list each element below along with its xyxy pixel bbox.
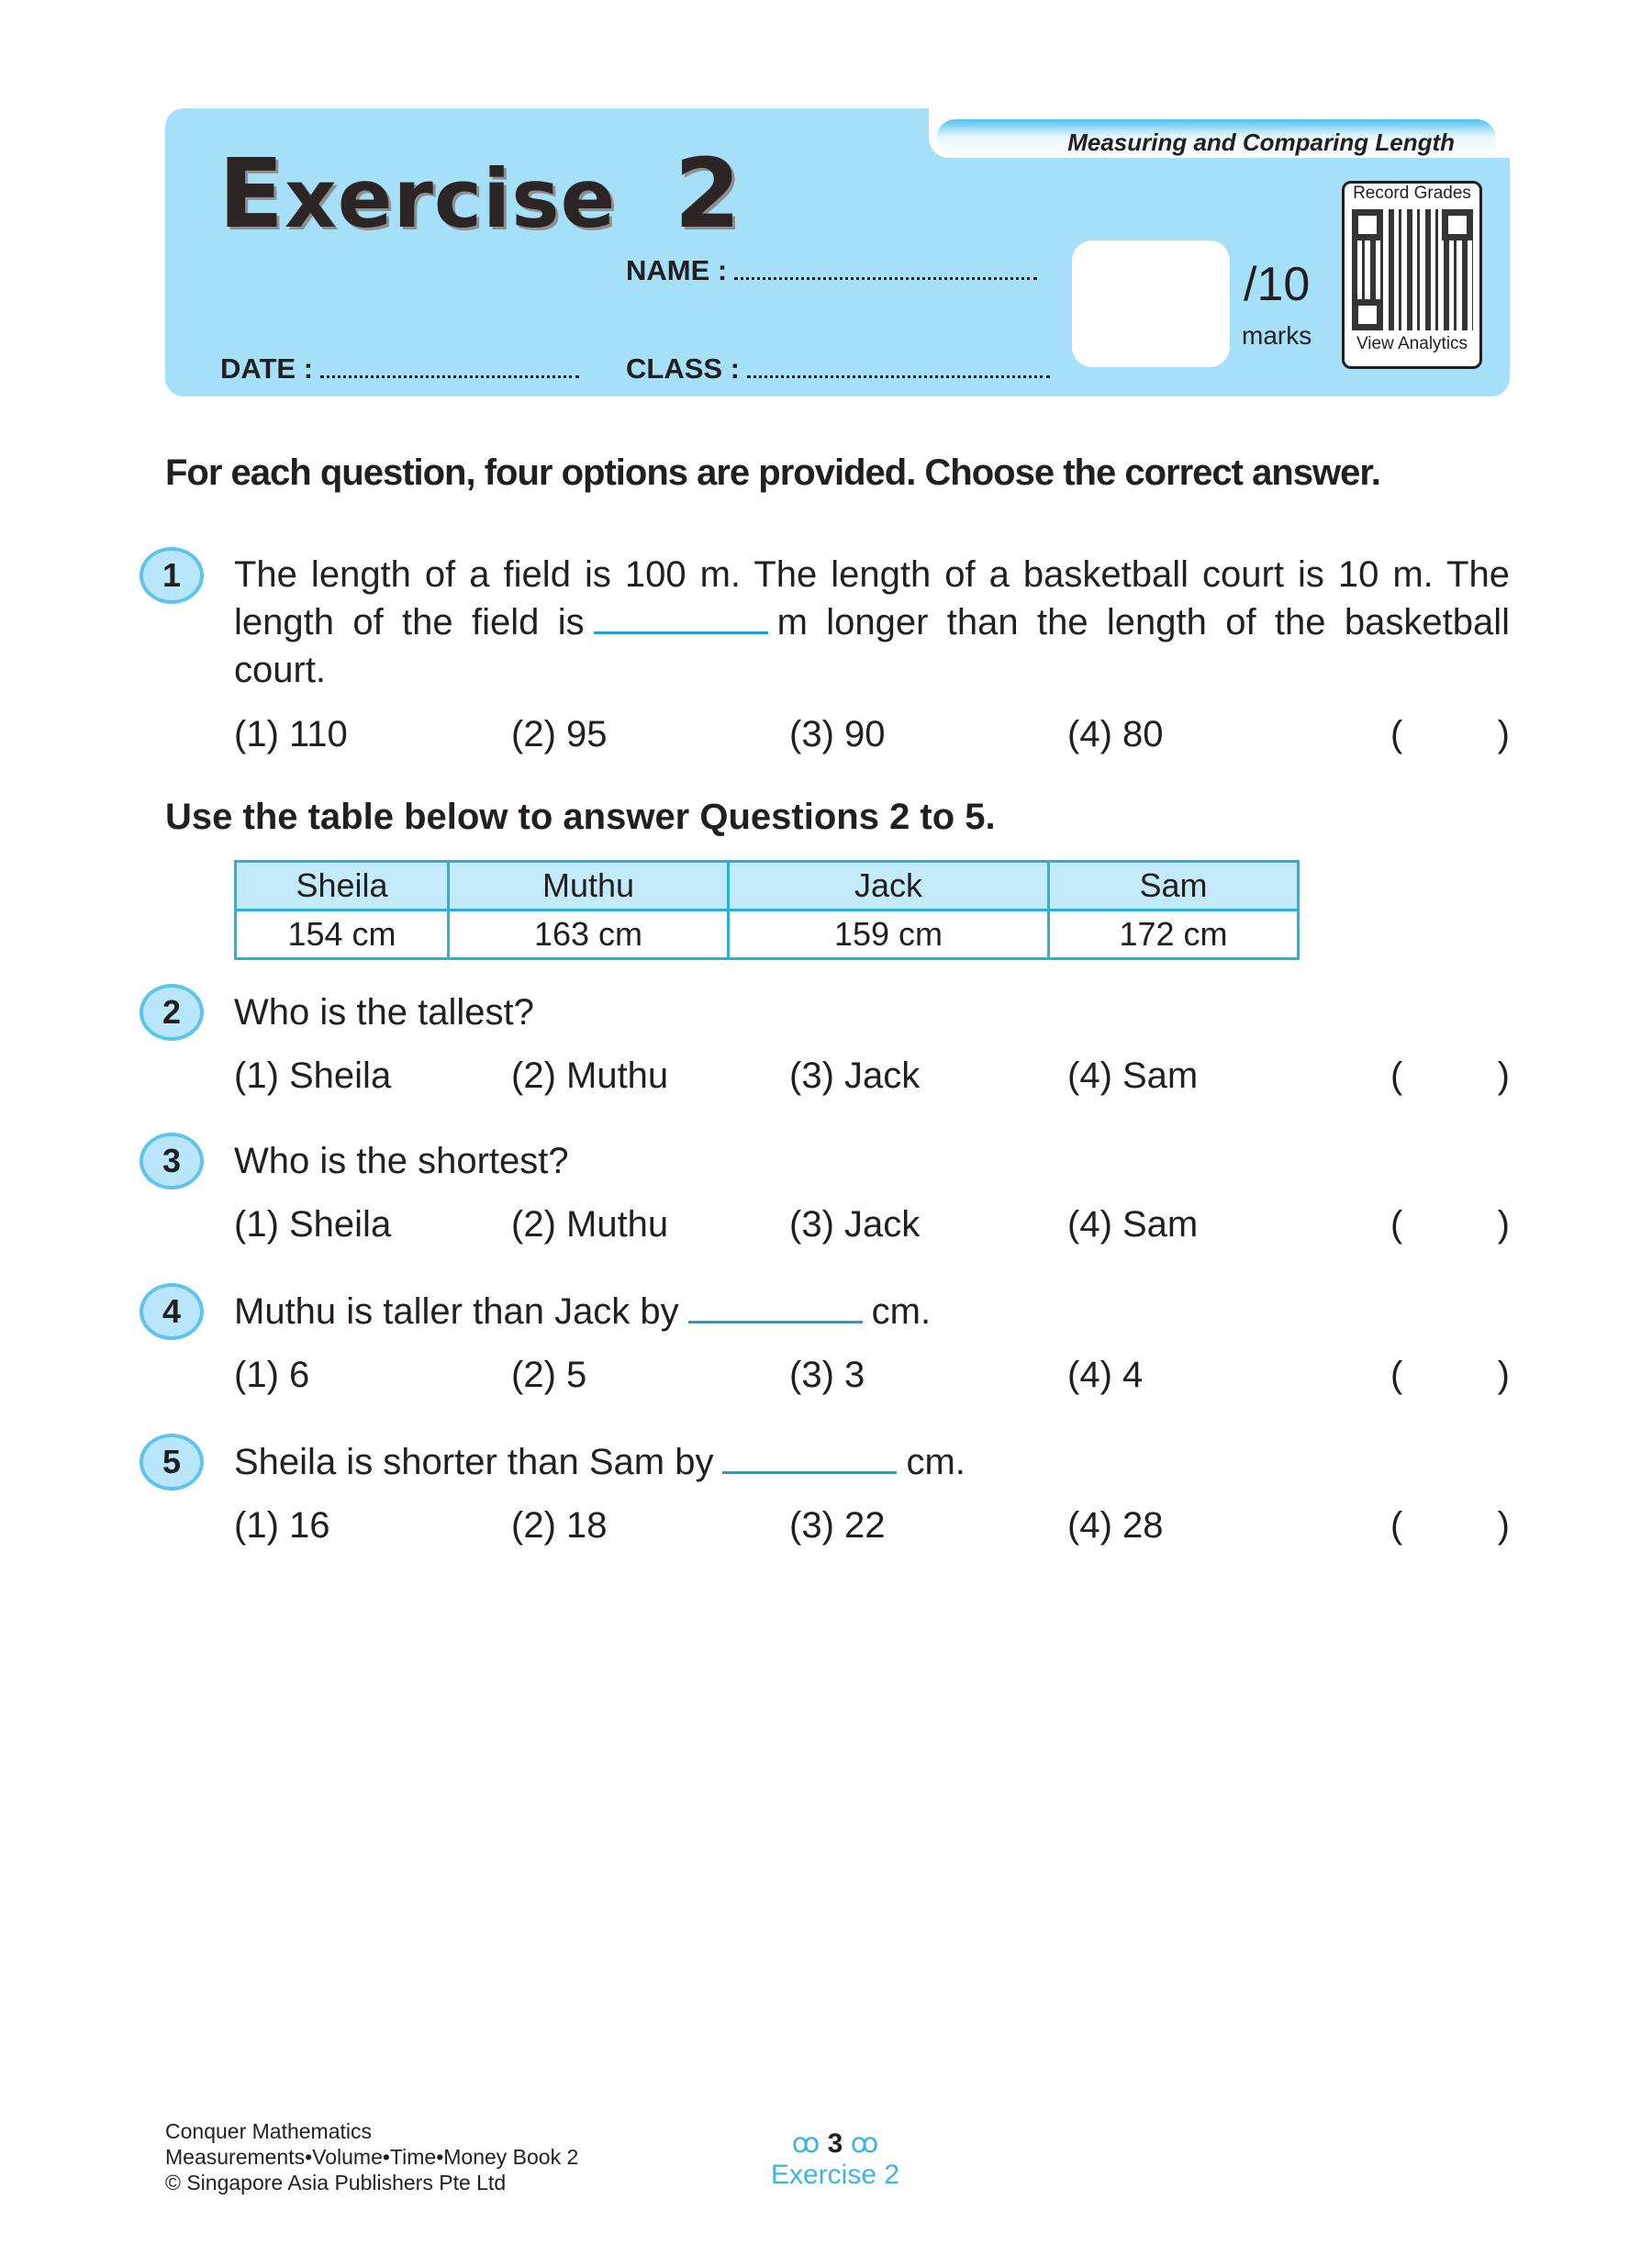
class-line[interactable] [747,374,1050,378]
topic-banner: Measuring and Comparing Length [936,119,1496,158]
option[interactable]: (4) 28 [1067,1505,1164,1546]
option[interactable]: (3) 22 [789,1505,886,1546]
qr-bottom-label: View Analytics [1356,334,1468,353]
date-line[interactable] [320,374,579,378]
answer-bracket[interactable] [1390,1505,1510,1547]
option[interactable]: (2) 5 [511,1355,587,1395]
question-text-b: cm. [871,1291,932,1332]
qr-code-panel[interactable] [1342,181,1482,369]
question-number: 5 [140,1434,204,1491]
answer-blank[interactable] [722,1470,897,1474]
options-row [234,1055,1510,1101]
bracket-close: ) [1497,1505,1510,1546]
question-number: 3 [140,1133,204,1189]
table-cell: 163 cm [449,910,729,959]
table-cell: 159 cm [729,910,1049,959]
option[interactable]: (3) 3 [789,1355,865,1395]
table-header-cell: Muthu [449,862,729,910]
table-header-row [236,862,1299,910]
answer-bracket[interactable] [1390,714,1510,755]
date-label: DATE : [220,352,314,385]
name-label: NAME : [626,254,728,286]
option[interactable]: (1) Sheila [234,1204,392,1245]
question-text-b: m longer than the length of the basketball court. [234,602,1510,690]
table-header-cell: Jack [729,862,1049,910]
option[interactable]: (2) 95 [511,714,608,754]
answer-blank[interactable] [688,1320,863,1323]
bracket-close: ) [1497,714,1510,754]
footer-book-title: Conquer Mathematics [165,2119,372,2143]
question-number: 4 [140,1283,204,1340]
footer-book-subtitle: Measurements•Volume•Time•Money Book 2 [165,2145,579,2169]
name-line[interactable] [734,276,1037,280]
option[interactable]: (4) 80 [1067,714,1164,754]
option[interactable]: (2) Muthu [511,1204,669,1245]
question-text: Who is the tallest? [234,992,534,1033]
option[interactable]: (2) 18 [511,1505,608,1546]
answer-bracket[interactable] [1390,1355,1510,1396]
question-text [234,551,1510,694]
qr-code-icon [1352,209,1473,330]
page-footer [743,2128,927,2191]
option[interactable]: (1) 110 [234,714,348,754]
option[interactable]: (2) Muthu [511,1055,669,1096]
answer-blank[interactable] [594,631,768,634]
total-marks: /10 [1244,258,1311,311]
question-text: Who is the shortest? [234,1141,569,1181]
option[interactable]: (4) Sam [1067,1204,1199,1245]
table-intro: Use the table below to answer Questions 2 to 5. [165,797,996,837]
date-field[interactable] [220,352,579,385]
question-text-a: Sheila is shorter than Sam by [234,1442,714,1482]
bracket-close: ) [1497,1355,1510,1395]
table-cell: 154 cm [236,910,449,959]
heights-table [234,860,1300,960]
bracket-open: ( [1390,714,1403,754]
instruction: For each question, four options are provided. Choose the correct answer. [165,452,1380,493]
option[interactable]: (4) 4 [1067,1355,1144,1395]
options-row [234,714,1510,760]
ornament-left-icon: ꝏ [791,2128,820,2159]
option[interactable]: (4) Sam [1067,1055,1199,1096]
name-field[interactable] [626,254,1037,287]
table-header-cell: Sheila [236,862,449,910]
question-text-a: The length of a field is 100 m. The length of a basketball court is 10 m. The length of the field is [234,554,1510,642]
title-number: 2 [674,138,742,250]
bracket-close: ) [1497,1204,1510,1245]
answer-bracket[interactable] [1390,1055,1510,1097]
answer-bracket[interactable] [1390,1204,1510,1245]
option[interactable]: (3) 90 [789,714,886,754]
qr-top-label: Record Grades [1353,184,1471,203]
question-number: 2 [140,984,204,1041]
marks-label: marks [1242,321,1312,350]
option[interactable]: (1) 16 [234,1505,330,1546]
ornament-right-icon: ꝏ [850,2128,879,2159]
score-box[interactable] [1072,240,1230,367]
footer-credits [165,2118,578,2195]
option[interactable]: (1) Sheila [234,1055,392,1096]
question-text [234,1438,1510,1486]
table-header-cell: Sam [1049,862,1299,910]
footer-section: Exercise 2 [770,2160,900,2190]
options-row [234,1505,1510,1551]
option[interactable]: (3) Jack [789,1055,921,1096]
class-field[interactable] [626,352,1050,385]
bracket-open: ( [1390,1355,1403,1395]
page-number: 3 [827,2128,843,2159]
options-row [234,1355,1510,1401]
footer-copyright: © Singapore Asia Publishers Pte Ltd [165,2171,507,2195]
exercise-title [218,138,742,250]
table-row [236,910,1299,959]
question-text-a: Muthu is taller than Jack by [234,1291,679,1332]
bracket-open: ( [1390,1055,1403,1096]
options-row [234,1204,1510,1250]
question-number: 1 [140,547,204,604]
question-text-b: cm. [906,1442,966,1482]
title-rest: xercise [285,151,617,246]
class-label: CLASS : [626,352,740,385]
bracket-open: ( [1390,1204,1403,1245]
option[interactable]: (3) Jack [789,1204,921,1245]
question-text [234,1288,1510,1335]
bracket-close: ) [1497,1055,1510,1096]
option[interactable]: (1) 6 [234,1355,310,1395]
bracket-open: ( [1390,1505,1403,1546]
table-cell: 172 cm [1049,910,1299,959]
title-letter: E [218,138,285,250]
